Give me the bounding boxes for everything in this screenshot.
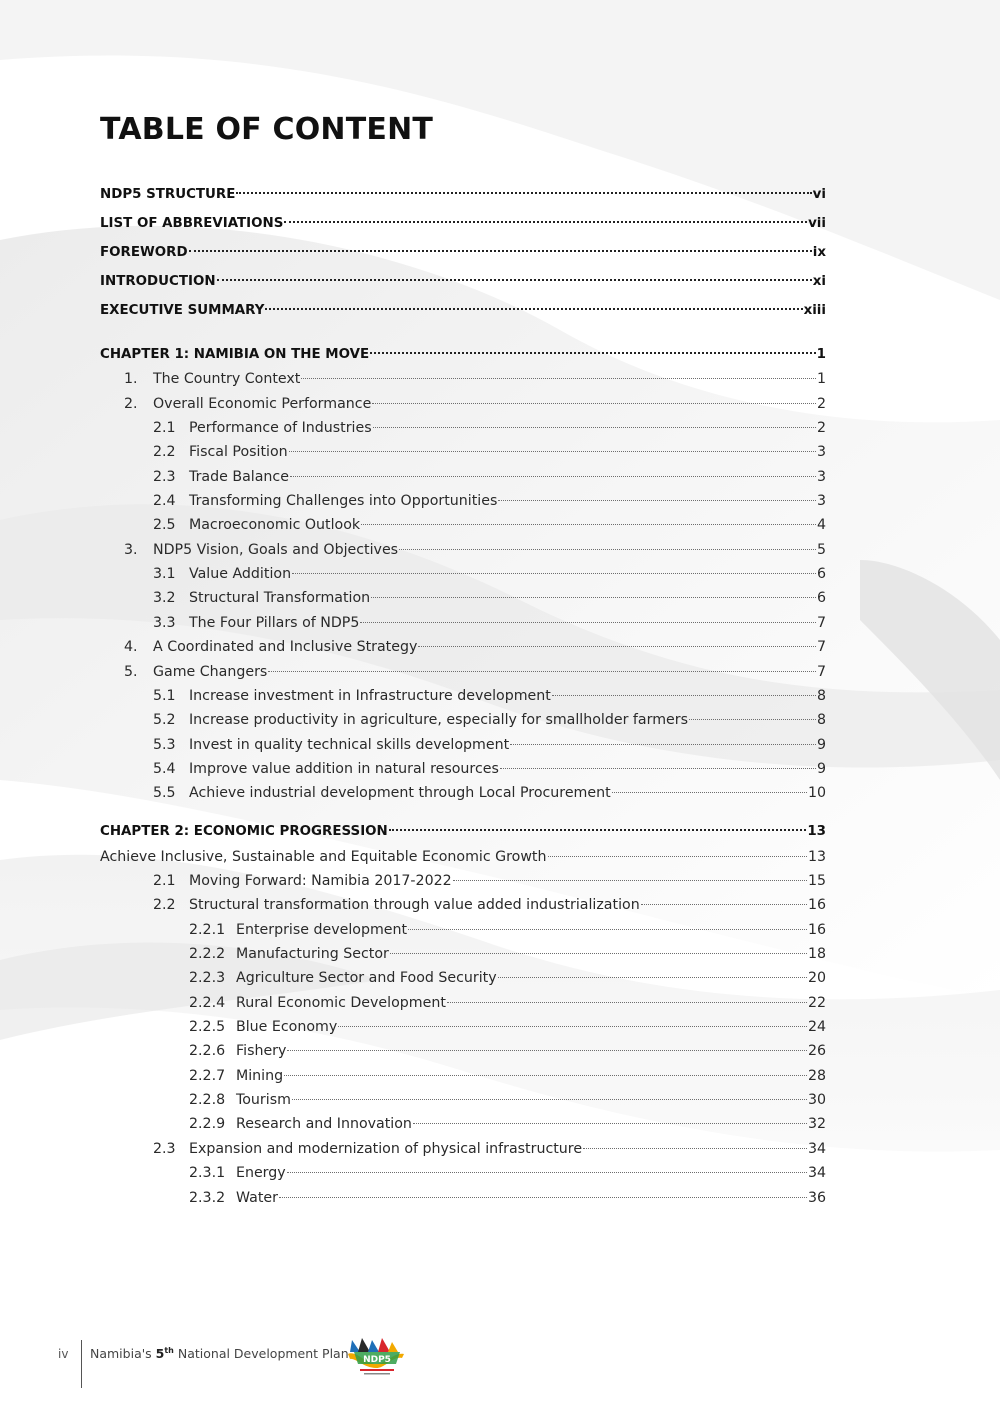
toc-entry-page: 13 <box>807 849 826 865</box>
toc-entry[interactable] <box>0 489 826 513</box>
toc-entry-title: NDP5 STRUCTURE <box>100 187 236 202</box>
toc-leader-dots <box>268 670 816 672</box>
page-title: TABLE OF CONTENT <box>100 112 434 147</box>
toc-entry-title: The Country Context <box>153 371 301 387</box>
toc-entry-page: 16 <box>807 897 826 913</box>
toc-entry-page: 7 <box>816 664 826 680</box>
footer-text-before: Namibia's <box>90 1346 156 1362</box>
toc-leader-dots <box>389 828 807 831</box>
toc-entry[interactable] <box>0 918 826 942</box>
toc-entry[interactable] <box>0 942 826 966</box>
toc-entry[interactable] <box>0 392 826 416</box>
toc-entry[interactable] <box>0 465 826 489</box>
toc-entry-page: 8 <box>816 688 826 704</box>
toc-entry-title: Manufacturing Sector <box>236 946 389 962</box>
toc-entry-number: 4. <box>124 639 138 655</box>
toc-entry-title: A Coordinated and Inclusive Strategy <box>153 639 418 655</box>
toc-entry-title: Energy <box>236 1165 286 1181</box>
toc-entry-page: 13 <box>807 824 826 839</box>
toc-entry-title: Moving Forward: Namibia 2017-2022 <box>189 873 452 889</box>
toc-entry-title: Rural Economic Development <box>236 995 446 1011</box>
toc-entry-title: LIST OF ABBREVIATIONS <box>100 216 284 231</box>
toc-entry-page: 9 <box>816 761 826 777</box>
toc-entry-title: Fiscal Position <box>189 444 288 460</box>
toc-entry[interactable] <box>0 966 826 990</box>
toc-entry-number: 3.1 <box>153 566 176 582</box>
toc-entry-page: 30 <box>807 1092 826 1108</box>
toc-entry-page: 10 <box>807 785 826 801</box>
footer-text-after: National Development Plan <box>173 1346 349 1362</box>
toc-leader-dots <box>287 1171 807 1173</box>
toc-leader-dots <box>236 191 811 194</box>
ndp5-logo <box>346 1334 408 1378</box>
toc-leader-dots <box>370 351 816 354</box>
toc-entry-page: 6 <box>816 590 826 606</box>
toc-entry[interactable] <box>0 781 826 805</box>
toc-leader-dots <box>289 450 816 452</box>
toc-entry-page: 15 <box>807 873 826 889</box>
toc-entry-page: 34 <box>807 1141 826 1157</box>
toc-entry-number: 2.2 <box>153 897 176 913</box>
toc-entry-title: Achieve Inclusive, Sustainable and Equitable Economic Growth <box>100 849 547 865</box>
toc-entry-number: 2.1 <box>153 873 176 889</box>
toc-entry-title: Increase investment in Infrastructure development <box>189 688 551 704</box>
toc-entry-title: Research and Innovation <box>236 1116 412 1132</box>
footer-text-bold: 5th <box>155 1346 174 1362</box>
toc-entry[interactable] <box>0 991 826 1015</box>
toc-leader-dots <box>689 718 816 720</box>
toc-entry-title: Expansion and modernization of physical infrastructure <box>189 1141 583 1157</box>
toc-entry[interactable] <box>0 611 826 635</box>
toc-entry[interactable] <box>0 299 826 323</box>
toc-entry-page: xi <box>812 274 826 289</box>
toc-leader-dots <box>338 1025 807 1027</box>
toc-entry[interactable] <box>0 1137 826 1161</box>
toc-entry-title: Increase productivity in agriculture, especially for smallholder farmers <box>189 712 688 728</box>
toc-entry-number: 1. <box>124 371 138 387</box>
toc-leader-dots <box>510 743 816 745</box>
toc-entry-title: Game Changers <box>153 664 268 680</box>
toc-leader-dots <box>292 572 816 574</box>
toc-entry[interactable] <box>0 343 826 367</box>
toc-entry-title: Structural transformation through value added industrialization <box>189 897 640 913</box>
toc-entry-number: 2.3 <box>153 1141 176 1157</box>
toc-leader-dots <box>413 1122 807 1124</box>
toc-entry-number: 5.2 <box>153 712 176 728</box>
toc-entry-number: 2.2.8 <box>189 1092 226 1108</box>
toc-entry-title: Transforming Challenges into Opportunities <box>189 493 498 509</box>
toc-leader-dots <box>284 220 807 223</box>
toc-entry[interactable] <box>0 1112 826 1136</box>
toc-entry-title: CHAPTER 2: ECONOMIC PROGRESSION <box>100 824 388 839</box>
toc-leader-dots <box>265 307 802 310</box>
footer-divider <box>81 1340 82 1388</box>
toc-entry-title: Mining <box>236 1068 284 1084</box>
toc-leader-dots <box>279 1196 807 1198</box>
toc-entry-page: 26 <box>807 1043 826 1059</box>
toc-entry[interactable] <box>0 416 826 440</box>
toc-entry[interactable] <box>0 1186 826 1210</box>
toc-entry-title: Overall Economic Performance <box>153 396 372 412</box>
toc-entry-title: Enterprise development <box>236 922 408 938</box>
toc-entry-page: 3 <box>816 493 826 509</box>
toc-leader-dots <box>390 952 807 954</box>
toc-entry-title: CHAPTER 1: NAMIBIA ON THE MOVE <box>100 347 370 362</box>
footer-page-number: iv <box>58 1347 69 1361</box>
toc-entry-page: 3 <box>816 444 826 460</box>
toc-entry-title: Achieve industrial development through Local Procurement <box>189 785 611 801</box>
toc-entry-number: 5. <box>124 664 138 680</box>
toc-leader-dots <box>408 928 807 930</box>
toc-entry-title: EXECUTIVE SUMMARY <box>100 303 265 318</box>
toc-entry-page: xiii <box>803 303 826 318</box>
toc-entry-title: Invest in quality technical skills development <box>189 737 510 753</box>
toc-leader-dots <box>372 402 816 404</box>
toc-leader-dots <box>500 767 816 769</box>
toc-entry[interactable] <box>0 367 826 391</box>
toc-entry-number: 3.3 <box>153 615 176 631</box>
toc-entry-title: The Four Pillars of NDP5 <box>189 615 360 631</box>
toc-entry-number: 2. <box>124 396 138 412</box>
toc-entry-page: 2 <box>816 420 826 436</box>
toc-entry-page: 4 <box>816 517 826 533</box>
toc-entry-page: 2 <box>816 396 826 412</box>
toc-entry-page: 7 <box>816 615 826 631</box>
toc-entry-page: 32 <box>807 1116 826 1132</box>
toc-entry-number: 3. <box>124 542 138 558</box>
toc-leader-dots <box>447 1001 807 1003</box>
toc-entry[interactable] <box>0 635 826 659</box>
toc-entry[interactable] <box>0 562 826 586</box>
toc-entry-page: 8 <box>816 712 826 728</box>
toc-entry-title: Blue Economy <box>236 1019 338 1035</box>
toc-entry-number: 2.5 <box>153 517 176 533</box>
toc-entry-page: 1 <box>816 371 826 387</box>
toc-entry-page: 34 <box>807 1165 826 1181</box>
toc-entry-page: 9 <box>816 737 826 753</box>
page-footer <box>0 1330 1000 1390</box>
toc-leader-dots <box>498 499 816 501</box>
toc-entry-page: 18 <box>807 946 826 962</box>
toc-entry-number: 2.1 <box>153 420 176 436</box>
svg-text:NDP5: NDP5 <box>363 1355 391 1365</box>
toc-entry-number: 5.1 <box>153 688 176 704</box>
toc-entry-number: 3.2 <box>153 590 176 606</box>
toc-entry-title: Macroeconomic Outlook <box>189 517 361 533</box>
toc-entry[interactable] <box>0 733 826 757</box>
toc-leader-dots <box>453 879 807 881</box>
toc-entry-number: 2.2.5 <box>189 1019 226 1035</box>
toc-entry-title: INTRODUCTION <box>100 274 216 289</box>
toc-entry[interactable] <box>0 241 826 265</box>
toc-entry[interactable] <box>0 212 826 236</box>
toc-entry-page: 16 <box>807 922 826 938</box>
toc-entry-page: 22 <box>807 995 826 1011</box>
toc-entry-page: 5 <box>816 542 826 558</box>
toc-entry-title: NDP5 Vision, Goals and Objectives <box>153 542 399 558</box>
toc-entry-number: 5.5 <box>153 785 176 801</box>
toc-entry[interactable] <box>0 757 826 781</box>
toc-entry-page: vii <box>808 216 826 231</box>
toc-entry[interactable] <box>0 440 826 464</box>
toc-leader-dots <box>189 249 812 252</box>
toc-entry-number: 2.3 <box>153 469 176 485</box>
toc-entry-number: 2.2.4 <box>189 995 226 1011</box>
toc-leader-dots <box>284 1074 807 1076</box>
toc-leader-dots <box>371 596 816 598</box>
toc-leader-dots <box>373 426 816 428</box>
toc-leader-dots <box>641 903 807 905</box>
toc-entry[interactable] <box>0 1088 826 1112</box>
toc-entry[interactable] <box>0 660 826 684</box>
toc-entry[interactable] <box>0 869 826 893</box>
toc-entry[interactable] <box>0 820 826 844</box>
toc-entry[interactable] <box>0 538 826 562</box>
toc-leader-dots <box>552 694 816 696</box>
toc-entry[interactable] <box>0 893 826 917</box>
toc-leader-dots <box>418 645 816 647</box>
toc-entry-page: 36 <box>807 1190 826 1206</box>
toc-entry-page: 28 <box>807 1068 826 1084</box>
toc-leader-dots <box>361 523 816 525</box>
toc-entry-title: Value Addition <box>189 566 292 582</box>
toc-entry[interactable] <box>0 1064 826 1088</box>
toc-entry[interactable] <box>0 183 826 207</box>
toc-entry-number: 2.2.7 <box>189 1068 226 1084</box>
toc-leader-dots <box>498 976 807 978</box>
toc-entry-number: 2.3.2 <box>189 1190 226 1206</box>
toc-entry-number: 2.4 <box>153 493 176 509</box>
toc-entry[interactable] <box>0 1161 826 1185</box>
toc-entry-number: 2.2.6 <box>189 1043 226 1059</box>
toc-entry-page: 6 <box>816 566 826 582</box>
toc-entry-number: 2.2.3 <box>189 970 226 986</box>
toc-entry-title: Agriculture Sector and Food Security <box>236 970 497 986</box>
toc-entry-number: 5.4 <box>153 761 176 777</box>
toc-leader-dots <box>301 377 816 379</box>
toc-entry-title: Structural Transformation <box>189 590 371 606</box>
toc-entry-title: Improve value addition in natural resources <box>189 761 499 777</box>
toc-entry-number: 2.3.1 <box>189 1165 226 1181</box>
toc-entry-page: vi <box>812 187 826 202</box>
toc-entry-title: Fishery <box>236 1043 287 1059</box>
toc-entry-page: 7 <box>816 639 826 655</box>
toc-entry-number: 2.2.2 <box>189 946 226 962</box>
toc-entry-title: Performance of Industries <box>189 420 372 436</box>
toc-entry[interactable] <box>0 684 826 708</box>
toc-leader-dots <box>217 278 812 281</box>
toc-entry[interactable] <box>0 586 826 610</box>
toc-leader-dots <box>360 621 816 623</box>
toc-entry-page: 24 <box>807 1019 826 1035</box>
toc-entry[interactable] <box>0 270 826 294</box>
toc-entry-page: 1 <box>816 347 826 362</box>
toc-leader-dots <box>583 1147 807 1149</box>
toc-entry-title: Water <box>236 1190 278 1206</box>
toc-entry-title: Tourism <box>236 1092 291 1108</box>
toc-entry-page: ix <box>812 245 826 260</box>
toc-entry[interactable] <box>0 513 826 537</box>
toc-leader-dots <box>292 1098 807 1100</box>
toc-entry[interactable] <box>0 845 826 869</box>
toc-entry-number: 2.2 <box>153 444 176 460</box>
footer-plan-title <box>90 1346 349 1361</box>
toc-entry[interactable] <box>0 1015 826 1039</box>
toc-leader-dots <box>290 475 816 477</box>
toc-entry[interactable] <box>0 708 826 732</box>
toc-leader-dots <box>399 548 816 550</box>
toc-entry[interactable] <box>0 1039 826 1063</box>
toc-leader-dots <box>612 791 807 793</box>
toc-entry-title: Trade Balance <box>189 469 289 485</box>
toc-leader-dots <box>287 1049 807 1051</box>
toc-entry-number: 2.2.9 <box>189 1116 226 1132</box>
toc-entry-page: 3 <box>816 469 826 485</box>
toc-entry-title: FOREWORD <box>100 245 188 260</box>
toc-leader-dots <box>548 855 807 857</box>
toc-entry-number: 2.2.1 <box>189 922 226 938</box>
toc-entry-number: 5.3 <box>153 737 176 753</box>
toc-entry-page: 20 <box>807 970 826 986</box>
